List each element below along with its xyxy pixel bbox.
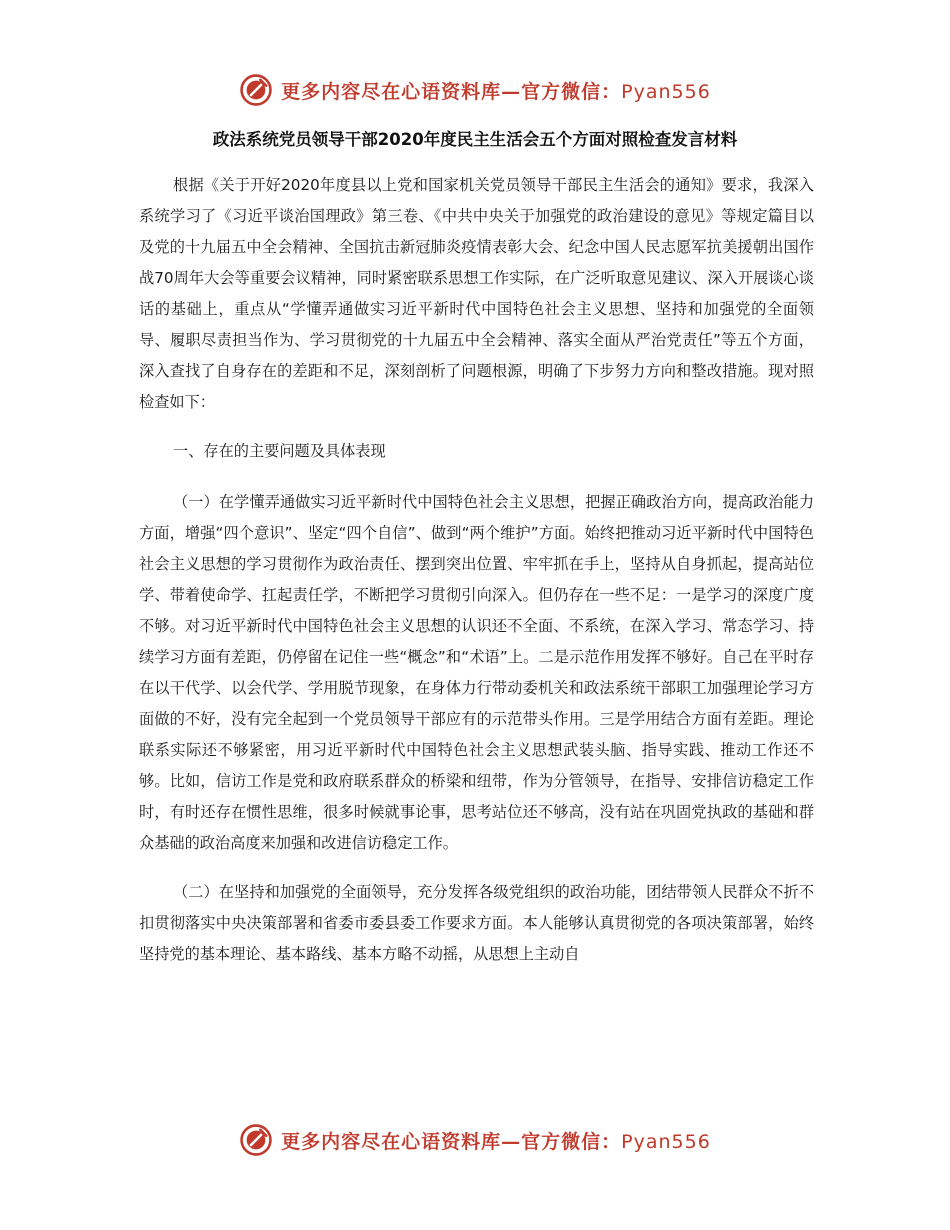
seal-logo-icon xyxy=(239,1123,273,1157)
banner-text: 更多内容尽在心语资料库—官方微信：Pyan556 xyxy=(281,80,711,103)
banner-text: 更多内容尽在心语资料库—官方微信：Pyan556 xyxy=(281,1130,711,1153)
intro-paragraph: 根据《关于开好2020年度县以上党和国家机关党员领导干部民主生活会的通知》要求，我深入系统学习了《习近平谈治国理政》第三卷、《中共中央关于加强党的政治建设的意见》等规定篇目以及党的十九届五中全会精神、全国抗击新冠肺炎疫情表彰大会、纪念中国人民志愿军抗美援朝出国作战70周年大会等重要会议精神，同时紧密联系思想工作实际，在广泛听取意见建议、深入开展谈心谈话的基础上，重点从“学懂弄通做实习近平新时代中国特色社会主义思想、坚持和加强党的全面领导、履职尽责担当作为、学习贯彻党的十九届五中全会精神、落实全面从严治党责任”等五个方面，深入查找了自身存在的差距和不足，深刻剖析了问题根源，明确了下步努力方向和整改措施。现对照检查如下： xyxy=(139,176,814,411)
document-title: 政法系统党员领导干部2020年度民主生活会五个方面对照检查发言材料 xyxy=(212,130,738,149)
header-watermark-banner xyxy=(0,70,950,110)
document-body xyxy=(139,170,814,988)
footer-watermark-banner xyxy=(0,1120,950,1160)
body-paragraph: （一）在学懂弄通做实习近平新时代中国特色社会主义思想，把握正确政治方向，提高政治能力方面，增强“四个意识”、坚定“四个自信”、做到“两个维护”方面。始终把推动习近平新时代中国特色社会主义思想的学习贯彻作为政治责任、摆到突出位置、牢牢抓在手上，坚持从自身抓起，提高站位学、带着使命学、扛起责任学，不断把学习贯彻引向深入。但仍存在一些不足：一是学习的深度广度不够。对习近平新时代中国特色社会主义思想的认识还不全面、不系统，在深入学习、常态学习、持续学习方面有差距，仍停留在记住一些“概念”和“术语”上。二是示范作用发挥不够好。自己在平时存在以干代学、以会代学、学用脱节现象，在身体力行带动委机关和政法系统干部职工加强理论学习方面做的不好，没有完全起到一个党员领导干部应有的示范带头作用。三是学用结合方面有差距。理论联系实际还不够紧密，用习近平新时代中国特色社会主义思想武装头脑、指导实践、推动工作还不够。比如，信访工作是党和政府联系群众的桥梁和纽带，作为分管领导，在指导、安排信访稳定工作时，有时还存在惯性思维，很多时候就事论事，思考站位还不够高，没有站在巩固党执政的基础和群众基础的政治高度来加强和改进信访稳定工作。 xyxy=(139,493,814,852)
body-paragraph: （二）在坚持和加强党的全面领导，充分发挥各级党组织的政治功能，团结带领人民群众不折不扣贯彻落实中央决策部署和省委市委县委工作要求方面。本人能够认真贯彻党的各项决策部署，始终坚持党的基本理论、基本路线、基本方略不动摇，从思想上主动自 xyxy=(139,883,814,963)
wechat-id: Pyan556 xyxy=(621,80,711,103)
section-heading: 一、存在的主要问题及具体表现 xyxy=(173,442,386,460)
wechat-id: Pyan556 xyxy=(621,1130,711,1153)
seal-logo-icon xyxy=(239,73,273,107)
